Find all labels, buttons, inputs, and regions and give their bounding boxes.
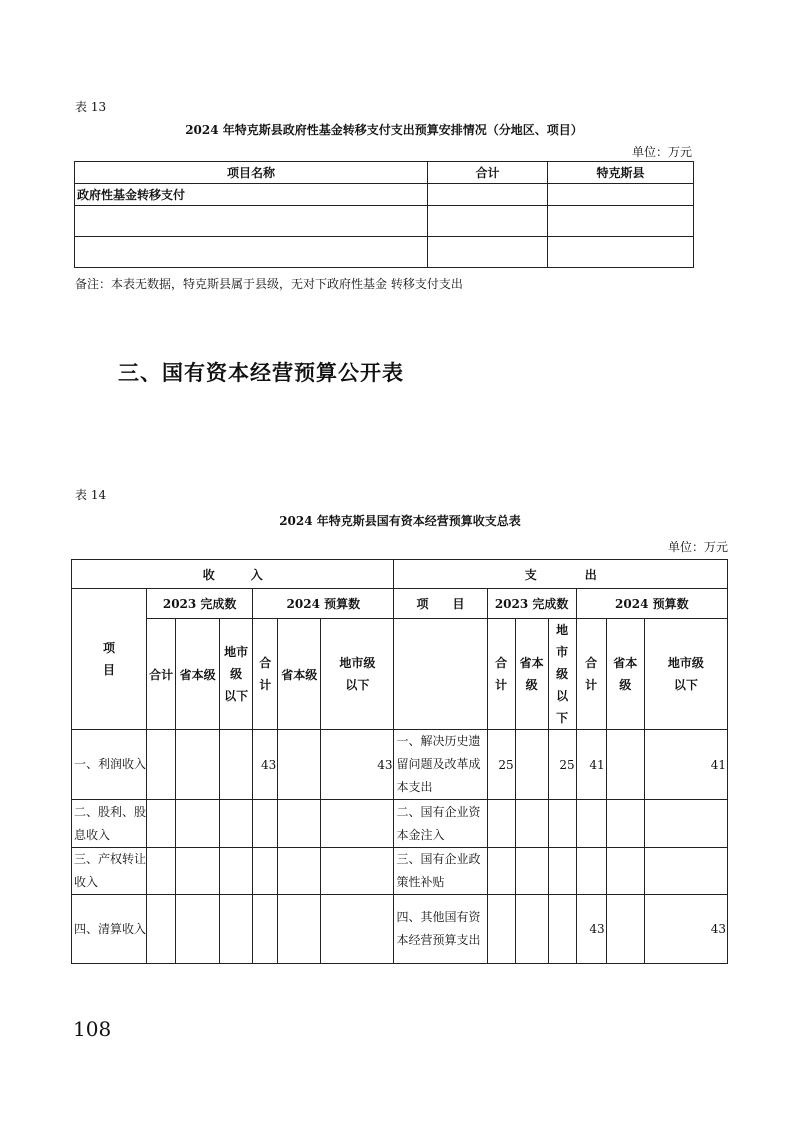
section-heading: 三、国有资本经营预算公开表 [118, 361, 404, 385]
income-item-header: 项 目 [72, 589, 147, 730]
expense-2023-city-value [548, 848, 576, 895]
table-row [75, 237, 694, 268]
expense-item-blank [394, 619, 487, 730]
expense-2023-city-value [548, 895, 576, 964]
table13-cell [548, 206, 694, 237]
table-row [75, 206, 694, 237]
expense-2023-city: 地 市 级 以 下 [548, 619, 576, 730]
expense-2024-total: 合 计 [576, 619, 606, 730]
table-row [75, 184, 694, 206]
expense-item-header: 项 目 [394, 589, 487, 619]
income-2023-prov: 省本级 [176, 619, 220, 730]
expense-2023-total-value [487, 895, 515, 964]
table14-unit: 单位：万元 [667, 540, 728, 554]
table13-cell [428, 184, 548, 206]
expense-2024-total-value: 43 [576, 895, 606, 964]
income-2024-city-value [321, 895, 394, 964]
expense-2023-total-value [487, 800, 515, 848]
expense-2023-total-value [487, 848, 515, 895]
expense-2023-total-value: 25 [487, 730, 515, 800]
expense-2024-total-value [576, 848, 606, 895]
expense-item: 一、解决历史遗留问题及改革成本支出 [394, 730, 487, 800]
expense-item: 三、国有企业政策性补贴 [394, 848, 487, 895]
income-2024-city-value: 43 [321, 730, 394, 800]
income-header: 收 入 [72, 560, 394, 589]
table-row [72, 848, 728, 895]
income-item: 一、利润收入 [72, 730, 147, 800]
income-2023-header: 2023 完成数 [147, 589, 253, 619]
expense-2023-city-value: 25 [548, 730, 576, 800]
table13-label: 表 13 [75, 100, 107, 114]
expense-item: 二、国有企业资本金注入 [394, 800, 487, 848]
table-row [72, 800, 728, 848]
income-2024-total: 合 计 [253, 619, 278, 730]
table13-cell [75, 206, 428, 237]
income-item: 四、清算收入 [72, 895, 147, 964]
income-2024-total-value: 43 [253, 730, 278, 800]
table13-cell [75, 237, 428, 268]
table13-cell: 政府性基金转移支付 [75, 184, 428, 206]
expense-2023-total: 合 计 [487, 619, 515, 730]
expense-header: 支 出 [394, 560, 728, 589]
table13 [74, 161, 694, 268]
page-number: 108 [73, 1017, 112, 1041]
table13-header-name: 项目名称 [75, 162, 428, 184]
table13-cell [428, 206, 548, 237]
expense-2024-total-value [576, 800, 606, 848]
income-2024-total-value [253, 800, 278, 848]
expense-2024-header: 2024 预算数 [576, 589, 727, 619]
income-2024-city-value [321, 800, 394, 848]
income-2023-total: 合计 [147, 619, 176, 730]
expense-2023-city-value [548, 800, 576, 848]
income-2024-city-value [321, 848, 394, 895]
income-item: 二、股利、股息收入 [72, 800, 147, 848]
expense-2023-header: 2023 完成数 [487, 589, 576, 619]
income-2024-total-value [253, 848, 278, 895]
table13-cell [548, 184, 694, 206]
income-2024-prov: 省本级 [278, 619, 321, 730]
income-2024-total-value [253, 895, 278, 964]
expense-2024-city: 地市级 以下 [644, 619, 727, 730]
expense-2024-city-value: 41 [644, 730, 727, 800]
income-2023-city: 地市 级 以下 [220, 619, 253, 730]
expense-2023-prov: 省本 级 [515, 619, 548, 730]
table13-header-county: 特克斯县 [548, 162, 694, 184]
expense-item: 四、其他国有资本经营预算支出 [394, 895, 487, 964]
table-row [72, 730, 728, 800]
table13-unit: 单位：万元 [631, 145, 692, 159]
table13-cell [428, 237, 548, 268]
income-item: 三、产权转让收入 [72, 848, 147, 895]
table13-title: 2024 年特克斯县政府性基金转移支付支出预算安排情况（分地区、项目） [185, 123, 583, 137]
income-2024-city: 地市级 以下 [321, 619, 394, 730]
table13-note: 备注：本表无数据，特克斯县属于县级，无对下政府性基金 转移支付支出 [75, 277, 463, 291]
table14-title: 2024 年特克斯县国有资本经营预算收支总表 [279, 514, 521, 528]
table14-label: 表 14 [75, 488, 107, 502]
table13-cell [548, 237, 694, 268]
table-row [72, 895, 728, 964]
expense-2024-city-value [644, 800, 727, 848]
expense-2024-prov: 省本 级 [606, 619, 644, 730]
table14 [71, 559, 728, 964]
table13-header-total: 合计 [428, 162, 548, 184]
expense-2024-city-value [644, 848, 727, 895]
expense-2024-total-value: 41 [576, 730, 606, 800]
income-2024-header: 2024 预算数 [253, 589, 394, 619]
expense-2024-city-value: 43 [644, 895, 727, 964]
